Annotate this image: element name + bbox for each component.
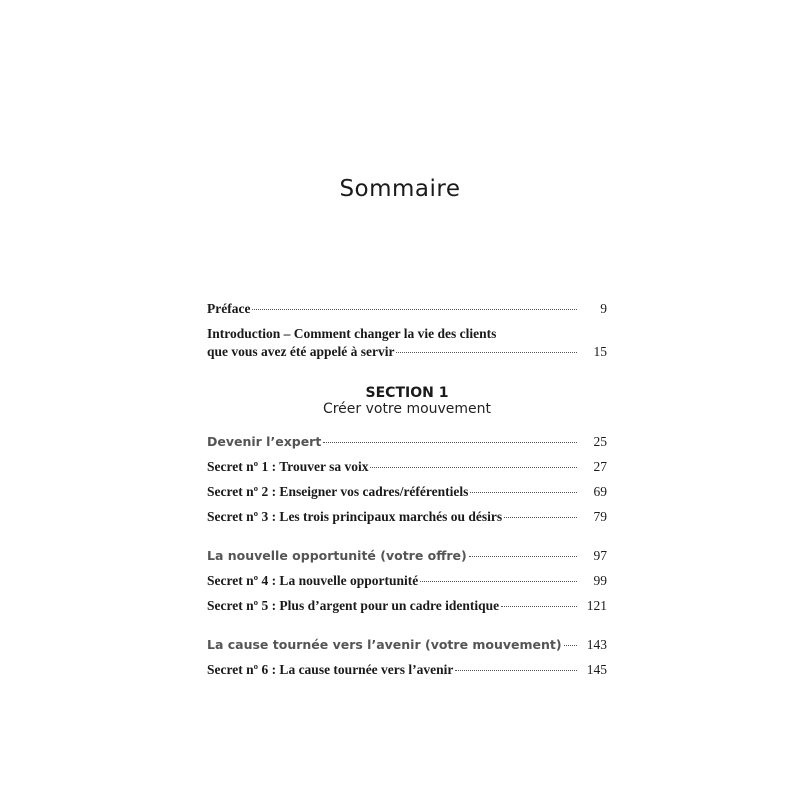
toc-entry-page: 79	[593, 509, 607, 524]
toc-entry-part[interactable]	[207, 547, 607, 565]
toc-entry-part[interactable]	[207, 433, 607, 451]
toc-entry-page: 99	[593, 573, 607, 588]
toc-entry-page: 69	[593, 484, 607, 499]
toc-entry-page: 121	[586, 598, 607, 613]
toc-entry-intro[interactable]	[207, 343, 607, 361]
toc-entry-label: Secret nº 3 : Les trois principaux marchés ou désirs	[207, 509, 503, 524]
toc-entry-label: Secret nº 4 : La nouvelle opportunité	[207, 573, 419, 588]
toc-entry-page: 97	[593, 548, 607, 563]
toc-entry-label: Préface	[207, 301, 251, 316]
section-title: SECTION 1	[365, 385, 449, 401]
toc-entry-page: 25	[593, 434, 607, 449]
toc-entry-page: 143	[586, 637, 607, 652]
dot-leader	[470, 492, 577, 493]
toc-entry-page: 27	[593, 459, 607, 474]
toc-entry-part[interactable]	[207, 636, 607, 654]
section-subtitle: Créer votre mouvement	[322, 401, 492, 417]
dot-leader	[564, 645, 577, 646]
toc-entry-secret[interactable]	[207, 458, 607, 476]
toc-entry-page: 145	[586, 662, 607, 677]
toc-entry-page: 9	[600, 301, 607, 316]
dot-leader	[370, 467, 577, 468]
dot-leader	[501, 606, 577, 607]
dot-leader	[396, 352, 577, 353]
dot-leader	[323, 442, 577, 443]
toc-entry-page: 15	[593, 344, 607, 359]
dot-leader	[504, 517, 577, 518]
section-heading	[207, 385, 607, 417]
toc-entry-preface[interactable]	[207, 300, 607, 318]
toc-entry-secret[interactable]	[207, 508, 607, 526]
toc-entry-secret[interactable]	[207, 661, 607, 679]
toc-entry-label: que vous avez été appelé à servir	[207, 344, 395, 359]
page-title: Sommaire	[339, 176, 461, 202]
dot-leader	[469, 556, 577, 557]
toc-entry-label: Devenir l’expert	[207, 434, 322, 449]
toc-entry-secret[interactable]	[207, 483, 607, 501]
toc-entry-secret[interactable]	[207, 572, 607, 590]
toc-entry-label: Secret nº 2 : Enseigner vos cadres/référentiels	[207, 484, 469, 499]
dot-leader	[420, 581, 577, 582]
dot-leader	[252, 309, 577, 310]
toc-entry-label: La cause tournée vers l’avenir (votre mouvement)	[207, 637, 562, 652]
toc-entry-label: La nouvelle opportunité (votre offre)	[207, 548, 467, 563]
toc-entry-label: Secret nº 5 : Plus d’argent pour un cadre identique	[207, 598, 500, 613]
toc-entry-label: Secret nº 1 : Trouver sa voix	[207, 459, 369, 474]
toc-entry-secret[interactable]	[207, 597, 607, 615]
toc-entry-intro-line1[interactable]: Introduction – Comment changer la vie des clients	[207, 326, 497, 341]
toc-entry-label: Secret nº 6 : La cause tournée vers l’avenir	[207, 662, 454, 677]
dot-leader	[455, 670, 577, 671]
